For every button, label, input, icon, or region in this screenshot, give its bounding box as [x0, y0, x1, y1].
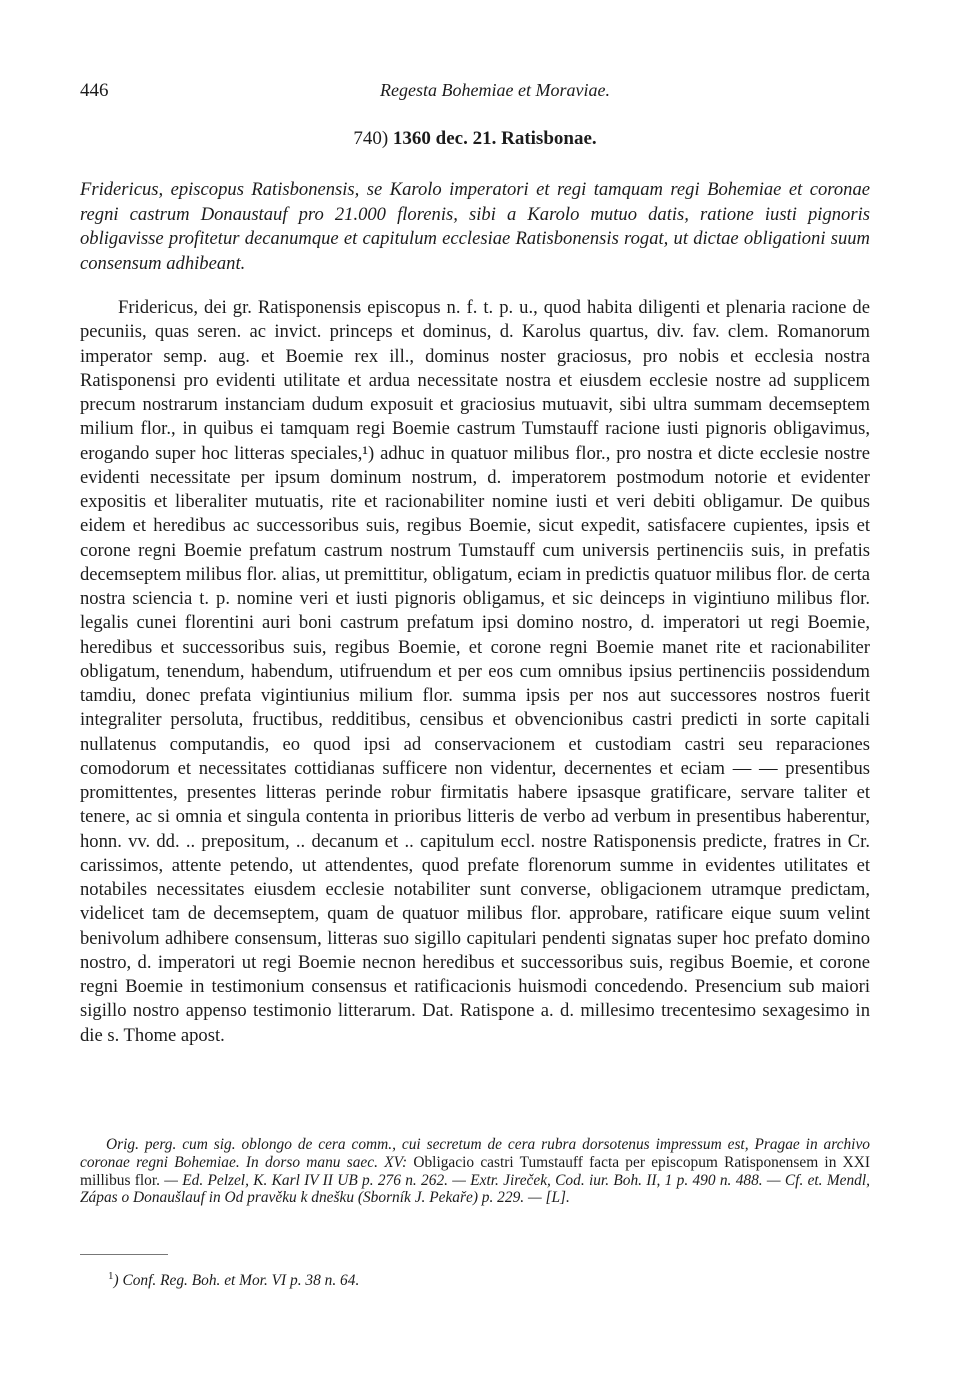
entry-number: 740) [353, 128, 389, 149]
regest-summary: Fridericus, episcopus Ratisbonensis, se Karolo imperatori et regi tamquam regi Bohemiae et coronae regni castrum Donaustauf pro 21.000 florenis, sibi a Karolo mutuo datis, ratione iusti pignoris obligavisse profitetur decanumque et capitulum ecclesiae Ratisbonensis rogat, ut dictae obligationi suum consensum adhibeant. [80, 179, 870, 274]
charter-text: Fridericus, dei gr. Ratisponensis episcopus n. f. t. p. u., quod habita diligenti et plenaria racione de pecuniis, quas seren. ac invict. princeps et dominus, d. Karolus quartus, div. fav. clem. Romanorum imperator semp. aug. et Boemie rex ill., dominus noster graciosus, pro nobis et ecclesia nostra Ratisponensi pro evidenti utilitate et ardua necessitate nostra et eiusdem ecclesie nostre ad supplicem precum nostrarum instanciam dudum exposuit et graciosius mutuavit, sibi ultra summam decemseptem milium flor., in quibus ei tamquam regi Boemie castrum Tumstauff racione iusti pignoris obligavimus, erogando super hoc litteras speciales,¹) adhuc in quatuor milibus flor., pro nostra et dicte ecclesie nostre evidenti necessitate per ipsum dominum nostrum, d. imperatorem postmodum notorie et evidenter expositis et liberaliter mutuatis, rite et racionabiliter nomine iusti et veri debiti obligamur. De quibus eidem et heredibus ac successoribus suis, regibus Boemie, sicut expedit, satisfacere cupientes, ipsis et corone regni Boemie prefatum castrum nostrum Tumstauff cum universis pertinenciis suis, in prefatis decemseptem milibus flor. alias, ut premittitur, obligatum, eciam in predictis quatuor milibus flor. de certa nostra sciencia t. p. nomine veri et iusti pignoris obligamus, et sic deinceps in vigintiuno milibus flor. legalis cunei florentini auri boni castrum prefatum ipsi domino nostro, d. imperatori ut regi Boemie, heredibus et successoribus suis, regibus Boemie, et corone regni Boemie manet rite et racionabiliter obligatum, tenendum, habendum, utifruendum et per eos cum omnibus ipsius pertinenciis possidendum tamdiu, donec prefata vigintiunius milium flor. summa ipsis per nos aut successores nostros fuerit integraliter persoluta, fructibus, redditibus, censibus et obvencionibus castri predicti in sorte capitali nullatenus computandis, eo quod ipsi ad conservacionem et custodiam castri seu reparaciones comodorum et necessitates cottidianas sufficere non videntur, decernentes et eciam — — presentibus promittentes, presentes litteras perinde robur firmitatis habere ipsasque gratificare, servare taliter et tenere, ac si omnia et singula contenta in prioribus litteris de verbo ad verbum in presentibus haberentur, honn. vv. dd. .. prepositum, .. decanum et .. capitulum eccl. nostre Ratisponensis predicte, fratres in Cr. carissimos, attente petendo, ut attendentes, quod prefate florenorum summe in evidentes utilitates et notabiles necessitates eiusdem ecclesie notabiliter sunt converse, obligacionem utramque predictam, videlicet tam de decemseptem, quam de quatuor milibus flor. approbare, ratificare eique suum velint benivolum adhibere consensum, litteras suo sigillo capitulari pendenti signatas super hoc prefato domino nostro, d. imperatori ut regi Boemie necnon heredibus et successoribus suis, regibus Boemie, et corone regni Boemie in testimonium consensus et ratificacionis huismodi concedendo. Presencium sub maiori sigillo nostro appenso testimonio litterarum. Dat. Ratispone a. d. millesimo trecentesimo sexagesimo in die s. Thome apost. [80, 297, 870, 1046]
entry-date-place: 1360 dec. 21. Ratisbonae. [392, 128, 597, 149]
entry-heading [80, 128, 870, 150]
footnote-text: ) Conf. Reg. Boh. et Mor. VI p. 38 n. 64. [113, 1272, 360, 1290]
running-head [80, 80, 870, 104]
footnote [108, 1270, 359, 1290]
page-number: 446 [80, 80, 109, 101]
running-title: Regesta Bohemiae et Moraviae. [380, 80, 610, 100]
source-note-part1: Orig. perg. cum sig. oblongo de cera comm., cui secretum de cera rubra dorsotenus impressum est, Pragae in archivo coronae regni Bohemiae. In dorso manu saec. XV: [80, 1136, 870, 1171]
source-note-part2: — Ed. Pelzel, K. Karl IV II UB p. 276 n. 262. — Extr. Jireček, Cod. iur. Boh. II, 1 p. 490 n. 488. — Cf. et. Mendl, Zápas o Donaušlauf in Od pravěku k dnešku (Sborník J. Pekaře) p. 229. — [L]. [80, 1171, 870, 1207]
source-note [80, 1136, 870, 1207]
source-note-dorsal-text: Obligacio castri Tumstauff facta per episcopum Ratisponensem in XXI millibus flor. [80, 1153, 870, 1189]
footnote-divider [80, 1254, 168, 1255]
footnote-marker: 1 [108, 1270, 114, 1282]
